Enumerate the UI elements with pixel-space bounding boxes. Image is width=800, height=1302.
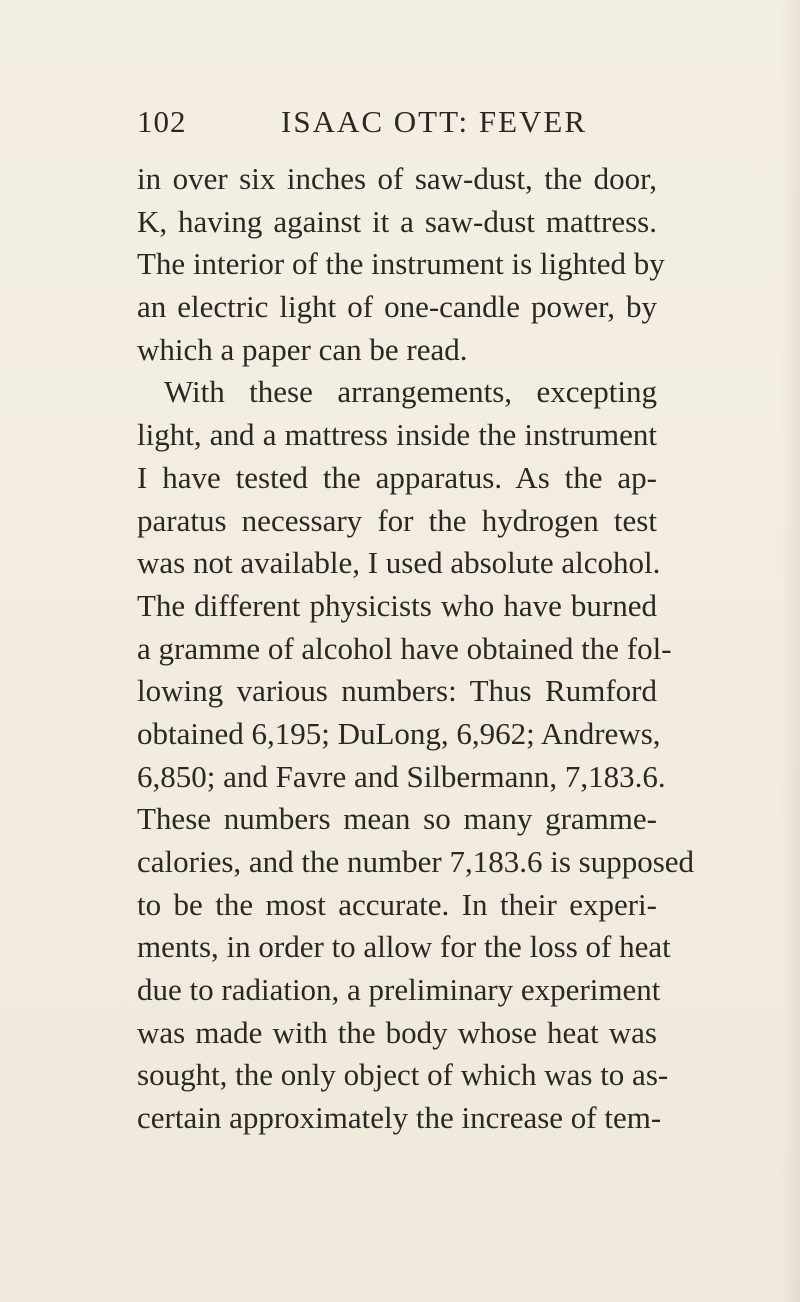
text-line: The different physicists who have burned [137,587,657,623]
text-line: paratus necessary for the hydrogen test [137,502,657,538]
page-edge-shadow [782,0,800,1302]
text-line: a gramme of alcohol have obtained the fol- [137,630,672,666]
text-line: in over six inches of saw-dust, the door, [137,161,657,196]
text-line: ments, in order to allow for the loss of heat [137,929,671,965]
text-line: 6,850; and Favre and Silbermann, 7,183.6. [137,758,666,794]
text-line: The interior of the instrument is lighted by [137,246,665,282]
text-line: obtained 6,195; DuLong, 6,962; Andrews, [137,715,661,751]
text-line: lowing various numbers: Thus Rumford [137,673,657,709]
page-number: 102 [137,104,187,139]
text-line: light, and a mattress inside the instrument [137,417,657,453]
text-line: calories, and the number 7,183.6 is supposed [137,844,695,879]
text-line: certain approximately the increase of tem- [137,1100,662,1136]
body-text [137,158,695,1140]
text-line: was made with the body whose heat was [137,1014,657,1050]
paragraph-end-line: which a paper can be read. [137,331,468,367]
text-line: K, having against it a saw-dust mattress. [137,203,657,239]
paragraph-start-line: With these arrangements, excepting [164,374,657,410]
text-line: due to radiation, a preliminary experiment [137,972,661,1008]
text-line: an electric light of one-candle power, by [137,289,657,325]
text-line: These numbers mean so many gramme- [137,801,657,837]
text-line: to be the most accurate. In their experi- [137,886,657,922]
text-line: I have tested the apparatus. As the ap- [137,459,657,495]
text-line: sought, the only object of which was to as- [137,1057,669,1093]
running-title: ISAAC OTT: FEVER [281,104,588,139]
text-line: was not available, I used absolute alcohol. [137,545,661,581]
running-head [137,104,647,144]
